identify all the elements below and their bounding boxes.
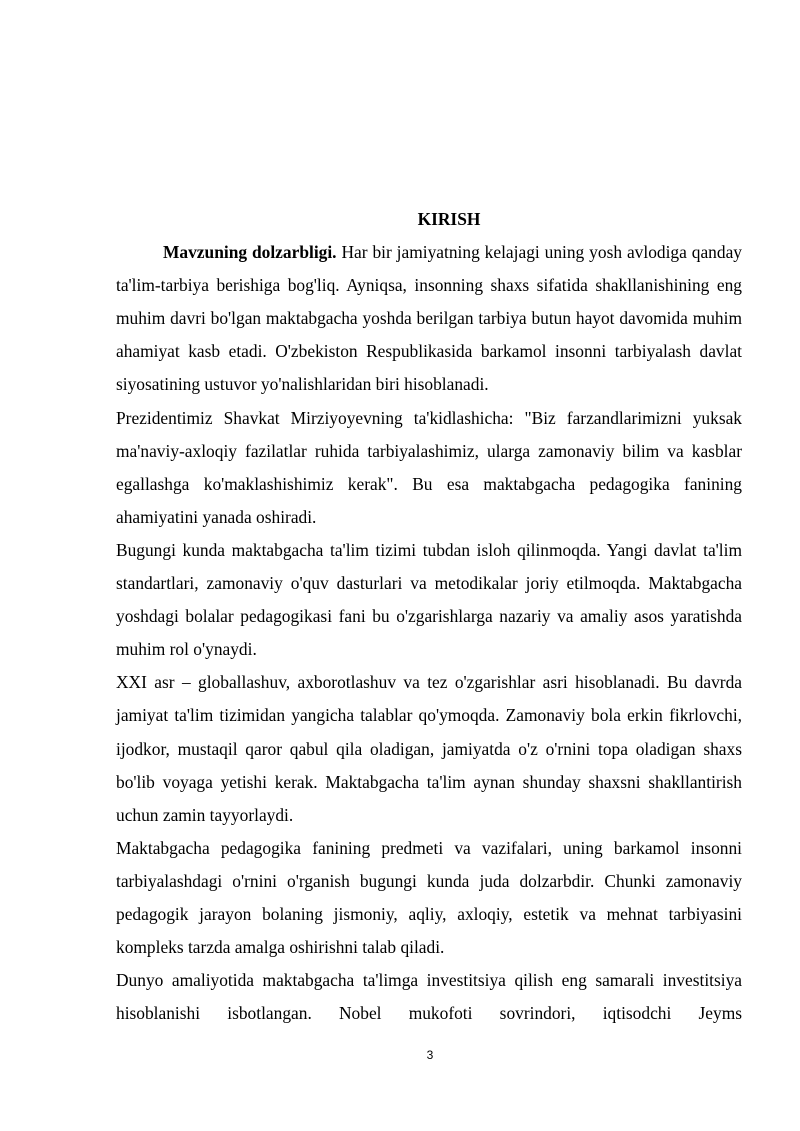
- paragraph: Maktabgacha pedagogika fanining predmeti va vazifalari, uning barkamol insonni tarbiyalashdagi o'rnini o'rganish bugungi kunda juda dolzarbdir. Chunki zamonaviy pedagogik jarayon bolaning jismoniy, aqliy, axloqiy, estetik va mehnat tarbiyasini kompleks tarzda amalga oshirishni talab qiladi.: [116, 837, 742, 958]
- document-body: [116, 203, 742, 1030]
- intro-lead: Mavzuning dolzarbligi.: [163, 242, 337, 263]
- paragraph: Bugungi kunda maktabgacha ta'lim tizimi tubdan isloh qilinmoqda. Yangi davlat ta'lim standartlari, zamonaviy o'quv dasturlari va metodikalar joriy etilmoqda. Maktabgacha yoshdagi bolalar pedagogikasi fani bu o'zgarishlarga nazariy va amaliy asos yaratishda muhim rol o'ynaydi.: [116, 539, 742, 660]
- paragraph: Prezidentimiz Shavkat Mirziyoyevning ta'kidlashicha: "Biz farzandlarimizni yuksak ma'naviy-axloqiy fazilatlar ruhida tarbiyalashimiz, ularga zamonaviy bilim va kasblar egallashga ko'maklashishimiz kerak". Bu esa maktabgacha pedagogika fanining ahamiyatini yanada oshiradi.: [116, 407, 742, 527]
- intro-paragraph: [116, 236, 742, 401]
- page-number: 3: [426, 1048, 434, 1062]
- paragraph: Dunyo amaliyotida maktabgacha ta'limga investitsiya qilish eng samarali investitsiya hisoblanishi isbotlangan. Nobel mukofoti sovrindori, iqtisodchi Jeyms: [116, 970, 742, 1024]
- paragraph: XXI asr – globallashuv, axborotlashuv va tez o'zgarishlar asri hisoblanadi. Bu davrda jamiyat ta'lim tizimidan yangicha talablar qo'ymoqda. Zamonaviy bola erkin fikrlovchi, ijodkor, mustaqil qaror qabul qila oladigan, jamiyatda o'z o'rnini topa oladigan shaxs bo'lib voyaga yetishi kerak. Maktabgacha ta'lim aynan shunday shaxsni shakllantirish uchun zamin tayyorlaydi.: [116, 672, 742, 825]
- intro-text: Har bir jamiyatning kelajagi uning yosh avlodiga qanday ta'lim-tarbiya berishiga bog'liq. Ayniqsa, insonning shaxs sifatida shakllanishining eng muhim davri bo'lgan maktabgacha yoshda berilgan tarbiya butun hayot davomida muhim ahamiyat kasb etadi. O'zbekiston Respublikasida barkamol insonni tarbiyalash davlat siyosatining ustuvor yo'nalishlaridan biri hisoblanadi.: [116, 242, 742, 395]
- section-heading: KIRISH: [417, 209, 481, 229]
